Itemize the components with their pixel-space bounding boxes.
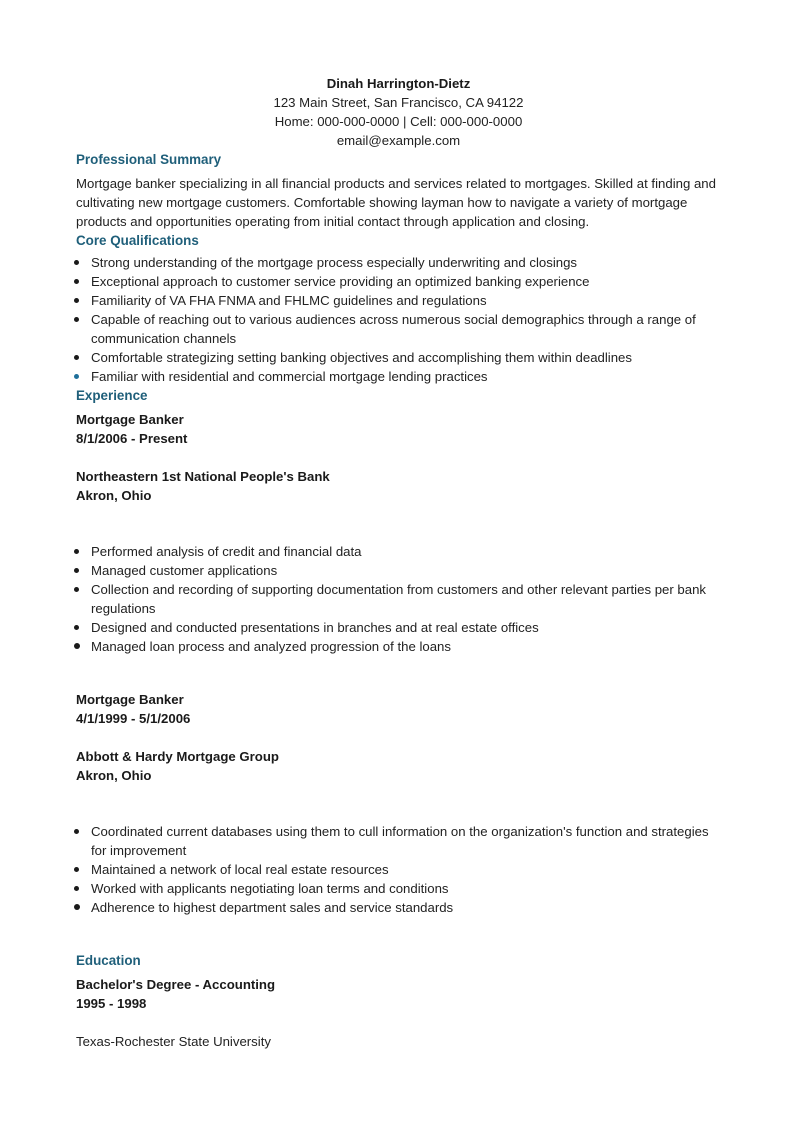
job-location: Akron, Ohio xyxy=(76,768,152,783)
job-title: Mortgage Banker xyxy=(76,692,184,707)
list-item: Worked with applicants negotiating loan terms and conditions xyxy=(76,879,721,898)
job-dates: 4/1/1999 - 5/1/2006 xyxy=(76,711,191,726)
qualifications-list xyxy=(76,253,721,386)
job-location: Akron, Ohio xyxy=(76,488,152,503)
list-item: Comfortable strategizing setting banking objectives and accomplishing them within deadlines xyxy=(76,348,721,367)
list-item: Managed customer applications xyxy=(76,561,721,580)
list-item: Familiarity of VA FHA FNMA and FHLMC guidelines and regulations xyxy=(76,291,721,310)
list-item: Maintained a network of local real estate resources xyxy=(76,860,721,879)
candidate-name: Dinah Harrington-Dietz xyxy=(326,76,471,91)
experience-heading: Experience xyxy=(76,388,148,403)
list-item: Familiar with residential and commercial mortgage lending practices xyxy=(76,367,721,386)
education-heading: Education xyxy=(76,953,141,968)
school-name: Texas-Rochester State University xyxy=(76,1034,271,1049)
job-duties-list xyxy=(76,822,721,917)
job-entry xyxy=(76,690,721,917)
job-company: Abbott & Hardy Mortgage Group xyxy=(76,749,279,764)
resume-page xyxy=(76,74,721,1051)
job-title: Mortgage Banker xyxy=(76,412,184,427)
list-item: Capable of reaching out to various audiences across numerous social demographics through a range of communication channels xyxy=(76,310,721,348)
list-item: Designed and conducted presentations in branches and at real estate offices xyxy=(76,618,721,637)
education-years: 1995 - 1998 xyxy=(76,996,147,1011)
list-item: Strong understanding of the mortgage process especially underwriting and closings xyxy=(76,253,721,272)
summary-text: Mortgage banker specializing in all financial products and services related to mortgages. Skilled at finding and cultivating new mortgage customers. Comfortable showing layman how to navigate a variety of mortgage products and opportunities operating from initial contact through application and closing. xyxy=(76,176,716,229)
qualifications-heading: Core Qualifications xyxy=(76,233,199,248)
summary-heading: Professional Summary xyxy=(76,152,222,167)
phone-line: Home: 000-000-0000 | Cell: 000-000-0000 xyxy=(274,114,523,129)
job-company: Northeastern 1st National People's Bank xyxy=(76,469,330,484)
list-item: Exceptional approach to customer service providing an optimized banking experience xyxy=(76,272,721,291)
address-line: 123 Main Street, San Francisco, CA 94122 xyxy=(273,95,524,110)
list-item: Performed analysis of credit and financial data xyxy=(76,542,721,561)
list-item: Managed loan process and analyzed progression of the loans xyxy=(76,637,721,656)
list-item: Coordinated current databases using them to cull information on the organization's function and strategies for improvement xyxy=(76,822,721,860)
email-line: email@example.com xyxy=(336,133,461,148)
job-dates: 8/1/2006 - Present xyxy=(76,431,188,446)
list-item: Collection and recording of supporting documentation from customers and other relevant parties per bank regulations xyxy=(76,580,721,618)
job-duties-list xyxy=(76,542,721,656)
list-item: Adherence to highest department sales and service standards xyxy=(76,898,721,917)
degree: Bachelor's Degree - Accounting xyxy=(76,977,276,992)
job-entry xyxy=(76,410,721,656)
